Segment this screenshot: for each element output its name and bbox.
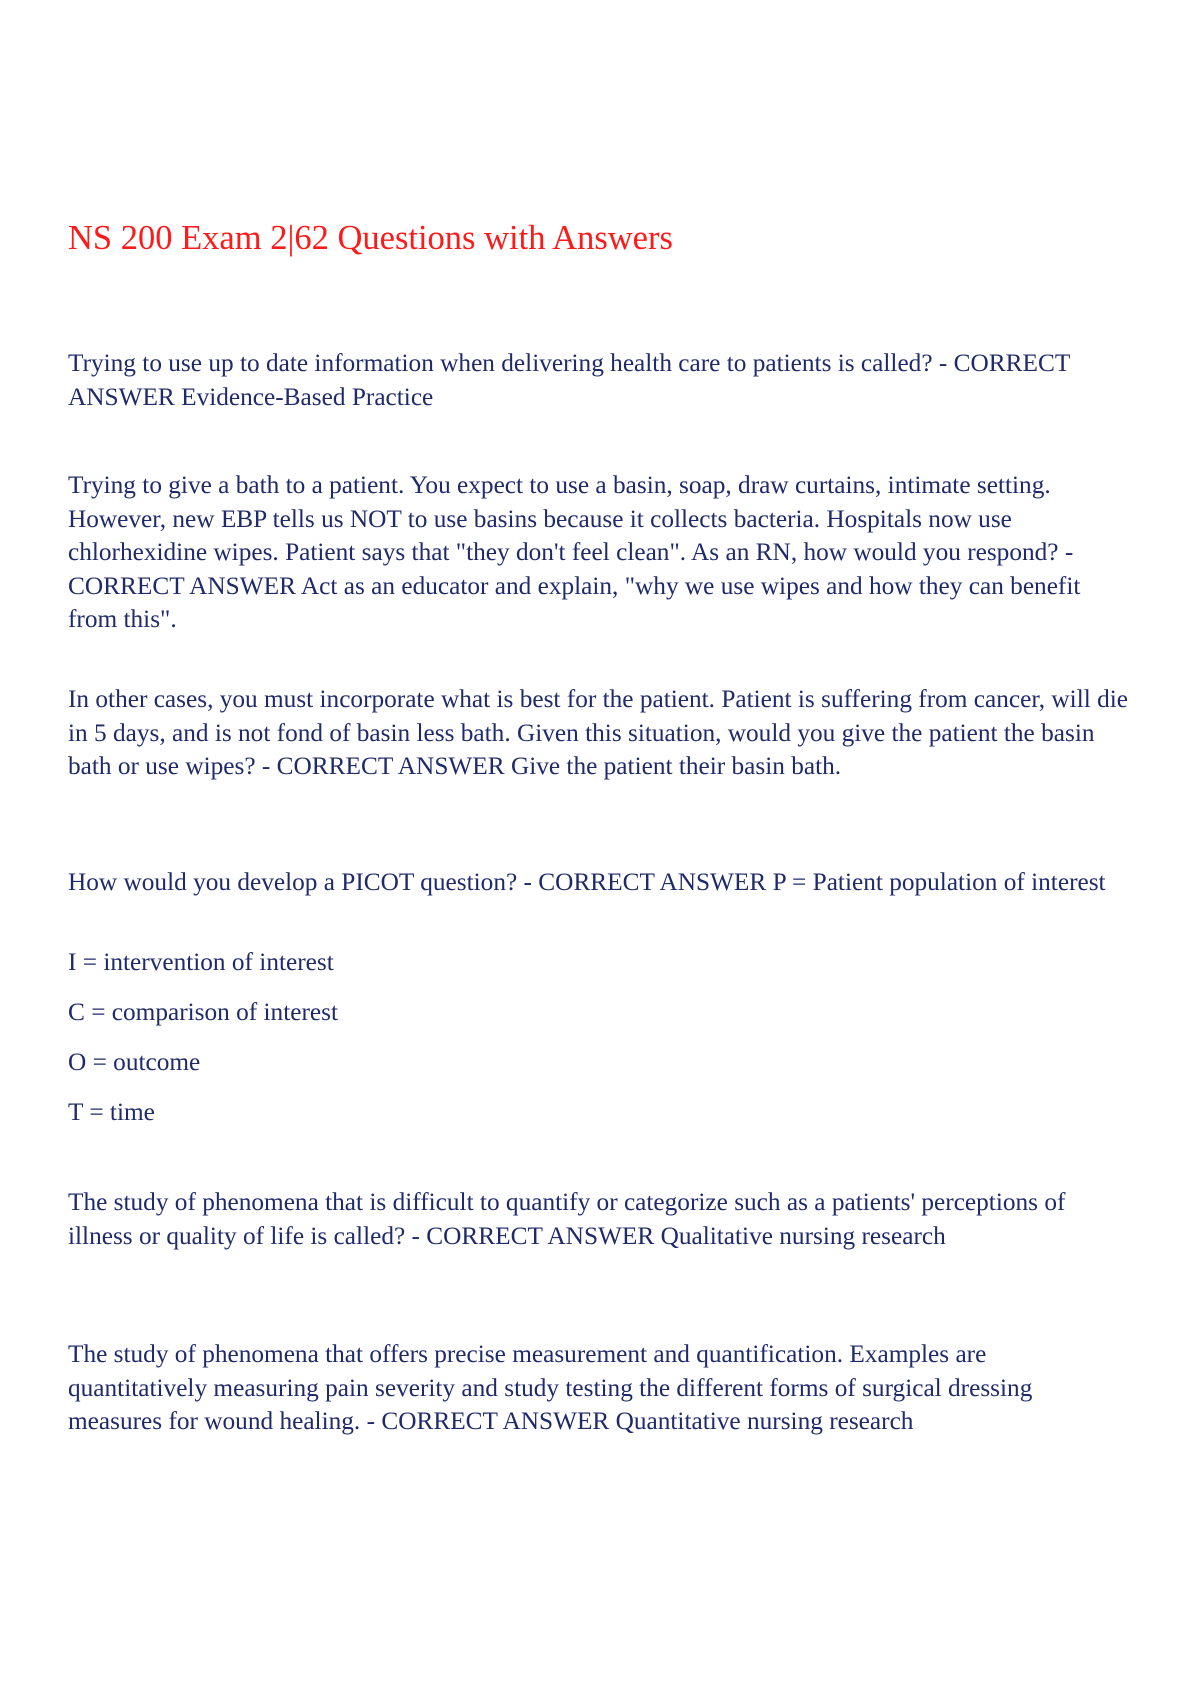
question-text: The study of phenomena that offers precise measurement and quantification. Examples are quantitatively measuring pain severity and study testing the different forms of surgical dressing measures for wound healing. xyxy=(68,1340,1033,1435)
separator: - xyxy=(255,752,277,780)
question-text: The study of phenomena that is difficult to quantify or categorize such as a patients' perceptions of illness or quality of life is called? xyxy=(68,1188,1066,1250)
picot-line-comparison: C = comparison of interest xyxy=(68,998,338,1026)
answer-text: Evidence-Based Practice xyxy=(181,382,434,411)
answer-label: CORRECT ANSWER xyxy=(381,1407,610,1435)
qa-item-3 xyxy=(68,683,1128,784)
answer-label: CORRECT ANSWER xyxy=(276,752,505,780)
qa-item-6 xyxy=(68,1338,1128,1439)
answer-label: CORRECT ANSWER xyxy=(426,1221,655,1250)
qa-item-1 xyxy=(68,347,1128,414)
picot-line-outcome: O = outcome xyxy=(68,1048,201,1076)
answer-label: CORRECT ANSWER xyxy=(538,868,767,896)
answer-text: Act as an educator and explain, "why we use wipes and how they can benefit from this". xyxy=(68,571,1081,633)
question-text: In other cases, you must incorporate what is best for the patient. Patient is suffering from cancer, will die in 5 days, and is not fond of basin less bath. Given this situation, would you give the patient the basin bath or use wipes? xyxy=(68,685,1128,780)
qa-item-5 xyxy=(68,1186,1128,1253)
document-title: NS 200 Exam 2|62 Questions with Answers xyxy=(68,219,673,257)
picot-line-intervention: I = intervention of interest xyxy=(68,948,334,976)
answer-text: Quantitative nursing research xyxy=(615,1407,914,1435)
answer-text: Give the patient their basin bath. xyxy=(510,752,842,780)
answer-label: CORRECT ANSWER xyxy=(68,349,1070,411)
picot-line-time: T = time xyxy=(68,1098,155,1126)
separator: - xyxy=(360,1407,382,1435)
answer-label: CORRECT ANSWER xyxy=(68,571,296,600)
separator: - xyxy=(517,868,539,896)
question-text: Trying to use up to date information when delivering health care to patients is called? xyxy=(68,349,933,377)
separator: - xyxy=(1058,538,1074,566)
question-text: Trying to give a bath to a patient. You expect to use a basin, soap, draw curtains, intimate setting. However, new EBP tells us NOT to use basins because it collects bacteria. Hospitals now use chlorhexidine wipes. Patient says that "they don't feel clean". As an RN, how would you respond? xyxy=(68,471,1059,566)
qa-item-4 xyxy=(68,866,1128,900)
question-text: How would you develop a PICOT question? xyxy=(68,868,518,896)
answer-text: P = Patient population of interest xyxy=(772,868,1106,896)
separator: - xyxy=(932,349,954,377)
answer-text: Qualitative nursing research xyxy=(660,1221,946,1250)
qa-item-2 xyxy=(68,469,1128,637)
separator: - xyxy=(405,1221,427,1250)
